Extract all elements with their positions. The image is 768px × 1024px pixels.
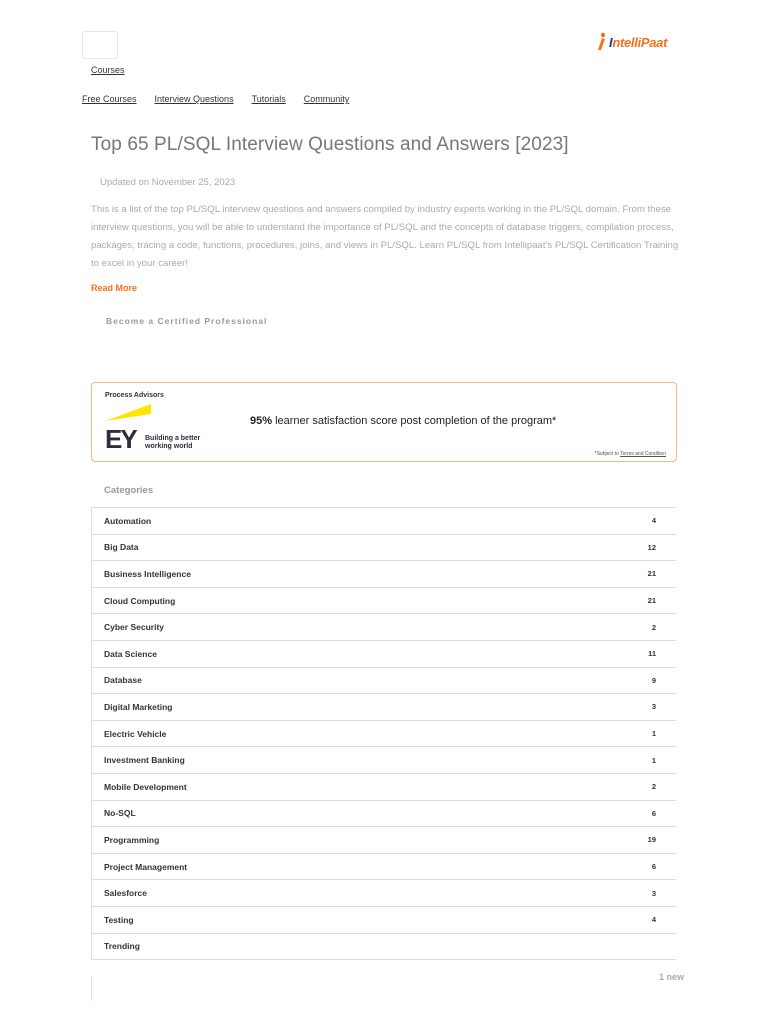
category-item[interactable] <box>91 854 676 881</box>
category-item[interactable] <box>91 614 676 641</box>
category-item[interactable] <box>91 801 676 828</box>
top-nav <box>82 94 349 104</box>
category-name: Cyber Security <box>104 622 164 633</box>
updated-date: Updated on November 25, 2023 <box>100 177 236 188</box>
category-name: Database <box>104 675 142 686</box>
category-item[interactable] <box>91 694 676 721</box>
satisfaction-text <box>250 415 556 427</box>
category-count: 19 <box>647 835 656 845</box>
category-name: No-SQL <box>104 808 136 819</box>
category-name: Electric Vehicle <box>104 728 167 739</box>
categories-heading: Categories <box>104 485 154 496</box>
nav-interview-questions[interactable]: Interview Questions <box>154 94 234 104</box>
category-item[interactable] <box>91 747 676 774</box>
logo-suffix: ntelliPaat <box>612 34 668 50</box>
category-item[interactable] <box>91 508 676 535</box>
category-item[interactable] <box>91 588 676 615</box>
category-count: 1 <box>651 755 656 765</box>
category-item[interactable] <box>91 641 676 668</box>
ey-tagline: Building a better working world <box>145 435 201 450</box>
ey-beam-icon <box>105 404 151 424</box>
category-count: 21 <box>647 569 656 579</box>
category-item[interactable] <box>91 721 676 748</box>
category-item[interactable] <box>91 827 676 854</box>
nav-tutorials[interactable]: Tutorials <box>251 94 286 104</box>
category-name: Testing <box>104 914 134 925</box>
nav-free-courses[interactable]: Free Courses <box>82 94 137 104</box>
process-advisors-label: Process Advisors <box>105 392 164 399</box>
category-count: 21 <box>647 596 656 606</box>
terms-prefix: *Subject to <box>594 451 621 457</box>
category-name: Digital Marketing <box>104 701 173 712</box>
category-item[interactable] <box>91 668 676 695</box>
process-advisor-card <box>91 382 677 462</box>
menu-button[interactable] <box>82 31 118 59</box>
satisfaction-desc: learner satisfaction score post completion of the program* <box>272 415 557 427</box>
list-border-stub <box>91 976 92 1001</box>
category-name: Data Science <box>104 648 157 659</box>
logo-text <box>609 35 667 50</box>
category-count: 9 <box>651 675 656 685</box>
category-count: 3 <box>651 702 656 712</box>
category-name: Investment Banking <box>104 755 185 766</box>
category-name: Mobile Development <box>104 781 187 792</box>
category-count: 1 <box>651 729 656 739</box>
category-name: Trending <box>104 941 140 952</box>
intro-paragraph: This is a list of the top PL/SQL interview questions and answers compiled by industry experts working in the PL/SQL domain. From these interview questions, you will be able to understand the importance of PL/SQL and the concepts of database triggers, compilation process, packages, tracing a code, functions, procedures, joins, and views in PL/SQL. Learn PL/SQL from Intellipaat's PL/SQL Certification Training to excel in your career! <box>91 204 679 269</box>
logo-prefix: I <box>609 34 613 50</box>
nav-community[interactable]: Community <box>303 94 350 104</box>
new-notification-badge[interactable]: 1 new <box>659 972 685 982</box>
category-count: 12 <box>647 542 656 552</box>
terms-link[interactable]: Terms and Condition <box>620 451 666 457</box>
category-item[interactable] <box>91 907 676 934</box>
category-item[interactable] <box>91 561 676 588</box>
category-item[interactable] <box>91 880 676 907</box>
satisfaction-score: 95% <box>250 415 273 427</box>
category-count: 6 <box>651 808 656 818</box>
category-item[interactable] <box>91 535 676 562</box>
ey-logo <box>105 404 215 456</box>
category-name: Project Management <box>104 861 188 872</box>
category-count: 2 <box>651 622 656 632</box>
category-name: Programming <box>104 834 160 845</box>
category-count: 4 <box>651 516 656 526</box>
category-name: Big Data <box>104 542 139 553</box>
category-name: Salesforce <box>104 888 147 899</box>
terms-note <box>595 451 666 457</box>
logo-figure-icon <box>596 32 608 52</box>
category-name: Automation <box>104 515 152 526</box>
page-title: Top 65 PL/SQL Interview Questions and Answers [2023] <box>91 134 569 155</box>
courses-link[interactable]: Courses <box>91 65 125 75</box>
category-count: 4 <box>651 915 656 925</box>
category-name: Cloud Computing <box>104 595 176 606</box>
read-more-link[interactable]: Read More <box>91 283 138 293</box>
ey-letters: EY <box>105 424 136 454</box>
certified-heading: Become a Certified Professional <box>106 316 268 326</box>
category-name: Business Intelligence <box>104 568 191 579</box>
category-count: 2 <box>651 782 656 792</box>
intellipaat-logo[interactable] <box>596 30 667 54</box>
category-count: 6 <box>651 862 656 872</box>
categories-list <box>91 507 676 960</box>
category-item[interactable] <box>91 774 676 801</box>
category-count: 11 <box>648 649 656 659</box>
category-count: 3 <box>651 888 656 898</box>
category-item[interactable] <box>91 934 676 961</box>
